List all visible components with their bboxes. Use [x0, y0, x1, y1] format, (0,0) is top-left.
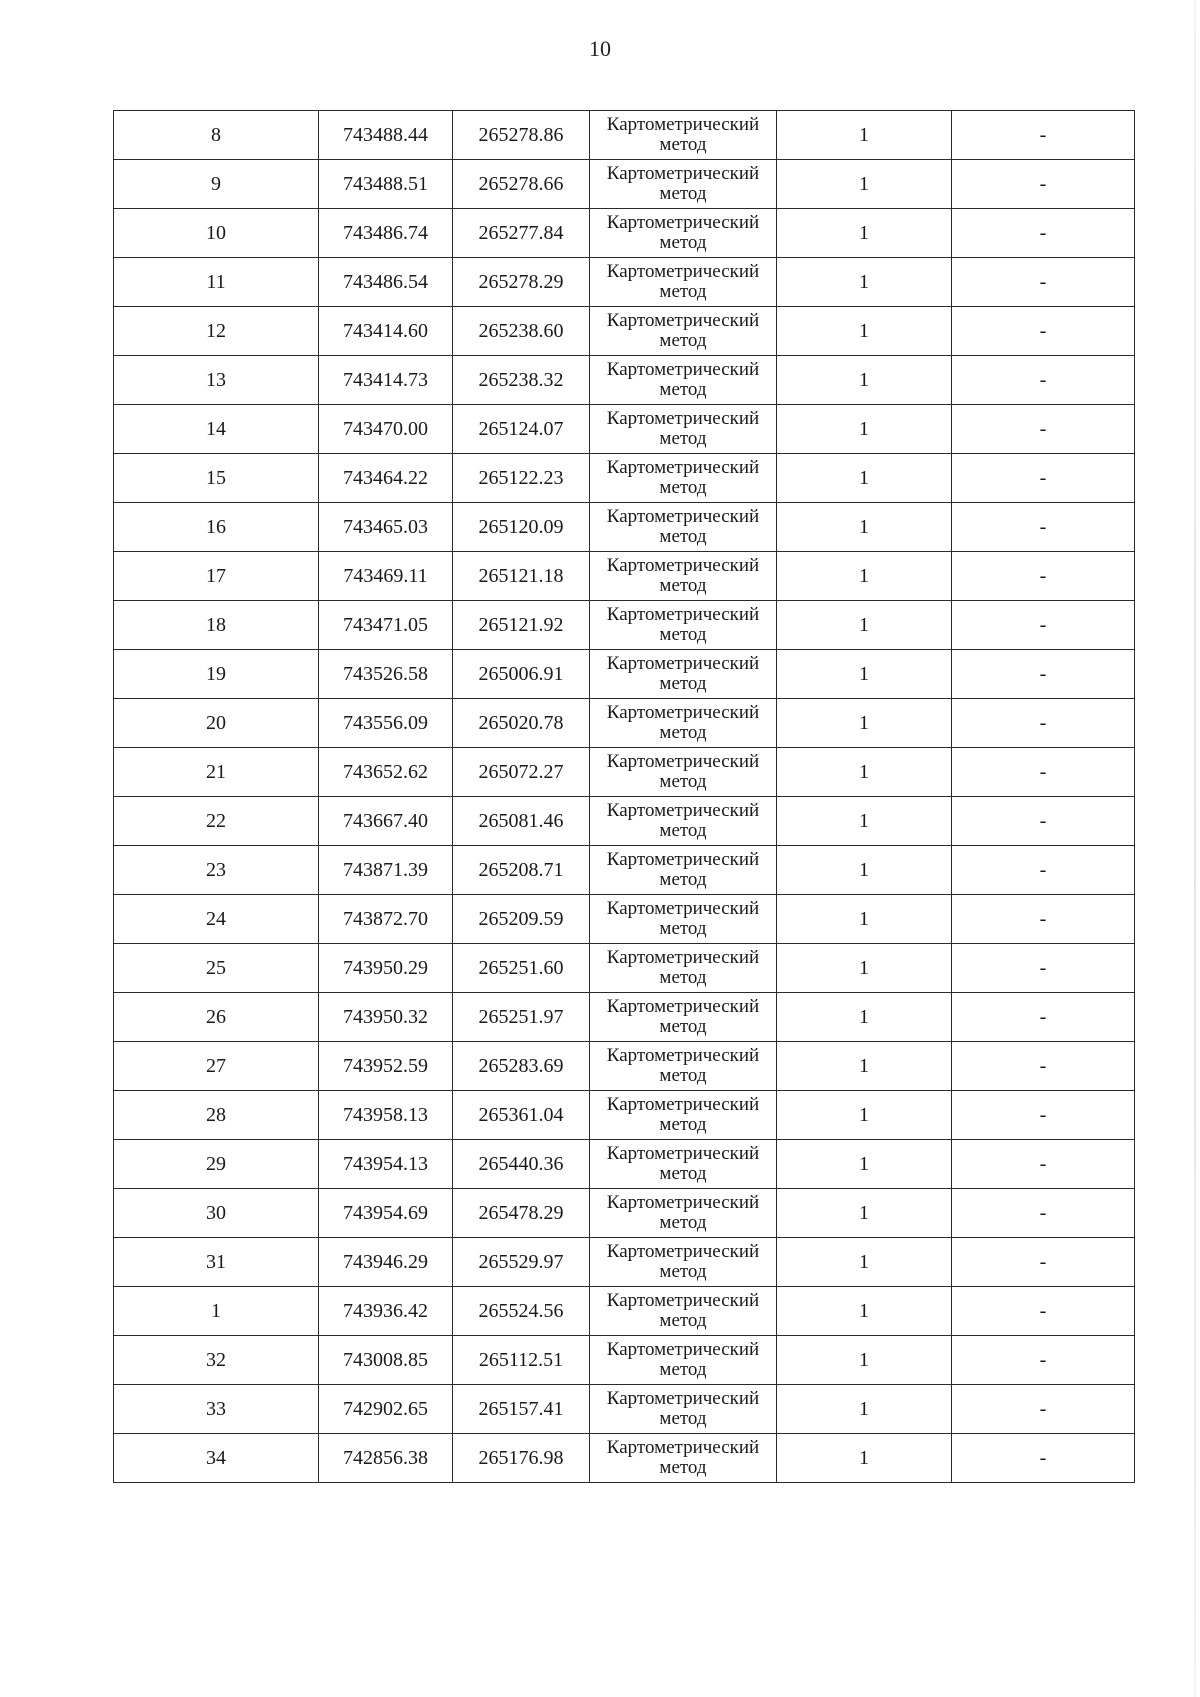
- table-row: [114, 307, 1135, 356]
- point-number-cell: 27: [114, 1042, 319, 1091]
- y-coordinate-cell: 265238.60: [453, 307, 590, 356]
- point-number-cell: 26: [114, 993, 319, 1042]
- table-row: [114, 209, 1135, 258]
- note-cell: -: [952, 307, 1135, 356]
- method-line-1: Картометрический: [606, 457, 760, 478]
- note-cell: -: [952, 601, 1135, 650]
- point-number-cell: 34: [114, 1434, 319, 1483]
- table-row: [114, 454, 1135, 503]
- point-number-cell: 19: [114, 650, 319, 699]
- note-cell: -: [952, 1336, 1135, 1385]
- x-coordinate-cell: 743488.51: [319, 160, 453, 209]
- x-coordinate-cell: 743414.73: [319, 356, 453, 405]
- note-cell: -: [952, 1042, 1135, 1091]
- accuracy-cell: 1: [777, 1091, 952, 1140]
- method-line-2: метод: [659, 722, 707, 743]
- note-cell: -: [952, 1091, 1135, 1140]
- x-coordinate-cell: 743950.29: [319, 944, 453, 993]
- method-line-2: метод: [659, 379, 707, 400]
- y-coordinate-cell: 265157.41: [453, 1385, 590, 1434]
- y-coordinate-cell: 265524.56: [453, 1287, 590, 1336]
- point-number-cell: 8: [114, 111, 319, 160]
- table-row: [114, 503, 1135, 552]
- point-number-cell: 22: [114, 797, 319, 846]
- method-cell: [590, 699, 777, 748]
- note-cell: -: [952, 405, 1135, 454]
- table-row: [114, 160, 1135, 209]
- x-coordinate-cell: 743486.54: [319, 258, 453, 307]
- x-coordinate-cell: 743652.62: [319, 748, 453, 797]
- x-coordinate-cell: 743936.42: [319, 1287, 453, 1336]
- method-cell: [590, 160, 777, 209]
- method-line-1: Картометрический: [606, 1241, 760, 1262]
- point-number-cell: 1: [114, 1287, 319, 1336]
- accuracy-cell: 1: [777, 993, 952, 1042]
- point-number-cell: 20: [114, 699, 319, 748]
- method-line-2: метод: [659, 1359, 707, 1380]
- method-line-1: Картометрический: [606, 996, 760, 1017]
- method-cell: [590, 1238, 777, 1287]
- page-number: 10: [589, 36, 611, 61]
- method-line-1: Картометрический: [606, 1094, 760, 1115]
- y-coordinate-cell: 265238.32: [453, 356, 590, 405]
- method-line-1: Картометрический: [606, 506, 760, 527]
- x-coordinate-cell: 743008.85: [319, 1336, 453, 1385]
- note-cell: -: [952, 846, 1135, 895]
- coordinates-table-body: [114, 111, 1135, 1483]
- x-coordinate-cell: 743952.59: [319, 1042, 453, 1091]
- note-cell: -: [952, 356, 1135, 405]
- table-row: [114, 699, 1135, 748]
- method-line-2: метод: [659, 771, 707, 792]
- y-coordinate-cell: 265072.27: [453, 748, 590, 797]
- point-number-cell: 9: [114, 160, 319, 209]
- method-cell: [590, 846, 777, 895]
- y-coordinate-cell: 265251.60: [453, 944, 590, 993]
- y-coordinate-cell: 265283.69: [453, 1042, 590, 1091]
- accuracy-cell: 1: [777, 307, 952, 356]
- method-line-2: метод: [659, 1212, 707, 1233]
- point-number-cell: 15: [114, 454, 319, 503]
- method-line-2: метод: [659, 1310, 707, 1331]
- method-line-1: Картометрический: [606, 359, 760, 380]
- y-coordinate-cell: 265278.86: [453, 111, 590, 160]
- method-cell: [590, 258, 777, 307]
- method-line-1: Картометрический: [606, 751, 760, 772]
- method-line-2: метод: [659, 281, 707, 302]
- method-line-1: Картометрический: [606, 408, 760, 429]
- note-cell: -: [952, 111, 1135, 160]
- point-number-cell: 28: [114, 1091, 319, 1140]
- method-line-2: метод: [659, 1114, 707, 1135]
- method-cell: [590, 1189, 777, 1238]
- method-cell: [590, 797, 777, 846]
- x-coordinate-cell: 743667.40: [319, 797, 453, 846]
- note-cell: -: [952, 1140, 1135, 1189]
- method-line-2: метод: [659, 1065, 707, 1086]
- point-number-cell: 13: [114, 356, 319, 405]
- note-cell: -: [952, 258, 1135, 307]
- x-coordinate-cell: 743871.39: [319, 846, 453, 895]
- x-coordinate-cell: 743469.11: [319, 552, 453, 601]
- method-line-2: метод: [659, 1163, 707, 1184]
- y-coordinate-cell: 265006.91: [453, 650, 590, 699]
- accuracy-cell: 1: [777, 1140, 952, 1189]
- point-number-cell: 12: [114, 307, 319, 356]
- y-coordinate-cell: 265208.71: [453, 846, 590, 895]
- table-row: [114, 1042, 1135, 1091]
- y-coordinate-cell: 265121.18: [453, 552, 590, 601]
- accuracy-cell: 1: [777, 1287, 952, 1336]
- point-number-cell: 30: [114, 1189, 319, 1238]
- y-coordinate-cell: 265020.78: [453, 699, 590, 748]
- method-line-2: метод: [659, 918, 707, 939]
- method-line-1: Картометрический: [606, 604, 760, 625]
- point-number-cell: 21: [114, 748, 319, 797]
- table-row: [114, 1287, 1135, 1336]
- accuracy-cell: 1: [777, 699, 952, 748]
- point-number-cell: 29: [114, 1140, 319, 1189]
- y-coordinate-cell: 265361.04: [453, 1091, 590, 1140]
- table-row: [114, 1434, 1135, 1483]
- method-line-2: метод: [659, 1408, 707, 1429]
- note-cell: -: [952, 797, 1135, 846]
- method-line-2: метод: [659, 183, 707, 204]
- accuracy-cell: 1: [777, 356, 952, 405]
- y-coordinate-cell: 265122.23: [453, 454, 590, 503]
- y-coordinate-cell: 265440.36: [453, 1140, 590, 1189]
- y-coordinate-cell: 265081.46: [453, 797, 590, 846]
- accuracy-cell: 1: [777, 1385, 952, 1434]
- method-cell: [590, 748, 777, 797]
- method-line-1: Картометрический: [606, 1290, 760, 1311]
- accuracy-cell: 1: [777, 846, 952, 895]
- method-line-2: метод: [659, 330, 707, 351]
- point-number-cell: 14: [114, 405, 319, 454]
- y-coordinate-cell: 265121.92: [453, 601, 590, 650]
- y-coordinate-cell: 265209.59: [453, 895, 590, 944]
- table-row: [114, 846, 1135, 895]
- table-row: [114, 895, 1135, 944]
- accuracy-cell: 1: [777, 454, 952, 503]
- table-row: [114, 748, 1135, 797]
- x-coordinate-cell: 743946.29: [319, 1238, 453, 1287]
- x-coordinate-cell: 743872.70: [319, 895, 453, 944]
- note-cell: -: [952, 699, 1135, 748]
- table-row: [114, 1091, 1135, 1140]
- method-line-1: Картометрический: [606, 653, 760, 674]
- method-line-1: Картометрический: [606, 555, 760, 576]
- table-row: [114, 993, 1135, 1042]
- table-row: [114, 1336, 1135, 1385]
- method-cell: [590, 1336, 777, 1385]
- y-coordinate-cell: 265176.98: [453, 1434, 590, 1483]
- method-line-1: Картометрический: [606, 310, 760, 331]
- accuracy-cell: 1: [777, 405, 952, 454]
- x-coordinate-cell: 743488.44: [319, 111, 453, 160]
- method-cell: [590, 993, 777, 1042]
- table-row: [114, 1238, 1135, 1287]
- note-cell: -: [952, 454, 1135, 503]
- method-line-1: Картометрический: [606, 800, 760, 821]
- table-row: [114, 797, 1135, 846]
- point-number-cell: 25: [114, 944, 319, 993]
- scan-edge-shadow: [1194, 0, 1196, 1697]
- accuracy-cell: 1: [777, 1189, 952, 1238]
- method-cell: [590, 601, 777, 650]
- y-coordinate-cell: 265478.29: [453, 1189, 590, 1238]
- note-cell: -: [952, 895, 1135, 944]
- note-cell: -: [952, 503, 1135, 552]
- note-cell: -: [952, 209, 1135, 258]
- accuracy-cell: 1: [777, 895, 952, 944]
- method-cell: [590, 209, 777, 258]
- table-row: [114, 258, 1135, 307]
- method-line-1: Картометрический: [606, 1339, 760, 1360]
- accuracy-cell: 1: [777, 748, 952, 797]
- note-cell: -: [952, 748, 1135, 797]
- x-coordinate-cell: 743471.05: [319, 601, 453, 650]
- x-coordinate-cell: 743414.60: [319, 307, 453, 356]
- method-cell: [590, 895, 777, 944]
- y-coordinate-cell: 265278.66: [453, 160, 590, 209]
- note-cell: -: [952, 160, 1135, 209]
- accuracy-cell: 1: [777, 1434, 952, 1483]
- x-coordinate-cell: 743958.13: [319, 1091, 453, 1140]
- table-row: [114, 1189, 1135, 1238]
- accuracy-cell: 1: [777, 944, 952, 993]
- table-row: [114, 1385, 1135, 1434]
- method-cell: [590, 405, 777, 454]
- point-number-cell: 23: [114, 846, 319, 895]
- accuracy-cell: 1: [777, 1238, 952, 1287]
- note-cell: -: [952, 993, 1135, 1042]
- method-line-2: метод: [659, 673, 707, 694]
- method-cell: [590, 944, 777, 993]
- x-coordinate-cell: 743464.22: [319, 454, 453, 503]
- x-coordinate-cell: 743950.32: [319, 993, 453, 1042]
- method-cell: [590, 650, 777, 699]
- method-line-1: Картометрический: [606, 1437, 760, 1458]
- point-number-cell: 16: [114, 503, 319, 552]
- accuracy-cell: 1: [777, 160, 952, 209]
- method-line-1: Картометрический: [606, 947, 760, 968]
- x-coordinate-cell: 743486.74: [319, 209, 453, 258]
- y-coordinate-cell: 265529.97: [453, 1238, 590, 1287]
- y-coordinate-cell: 265124.07: [453, 405, 590, 454]
- point-number-cell: 11: [114, 258, 319, 307]
- note-cell: -: [952, 1189, 1135, 1238]
- method-line-1: Картометрический: [606, 1192, 760, 1213]
- method-cell: [590, 1434, 777, 1483]
- note-cell: -: [952, 1287, 1135, 1336]
- method-line-1: Картометрический: [606, 1388, 760, 1409]
- method-cell: [590, 1091, 777, 1140]
- method-cell: [590, 503, 777, 552]
- method-line-2: метод: [659, 134, 707, 155]
- method-line-1: Картометрический: [606, 849, 760, 870]
- point-number-cell: 24: [114, 895, 319, 944]
- table-row: [114, 552, 1135, 601]
- point-number-cell: 31: [114, 1238, 319, 1287]
- table-row: [114, 1140, 1135, 1189]
- note-cell: -: [952, 944, 1135, 993]
- x-coordinate-cell: 743470.00: [319, 405, 453, 454]
- method-line-2: метод: [659, 967, 707, 988]
- point-number-cell: 10: [114, 209, 319, 258]
- method-line-2: метод: [659, 1016, 707, 1037]
- method-line-2: метод: [659, 1261, 707, 1282]
- x-coordinate-cell: 743954.13: [319, 1140, 453, 1189]
- point-number-cell: 18: [114, 601, 319, 650]
- accuracy-cell: 1: [777, 503, 952, 552]
- x-coordinate-cell: 743465.03: [319, 503, 453, 552]
- method-line-1: Картометрический: [606, 898, 760, 919]
- table-row: [114, 356, 1135, 405]
- accuracy-cell: 1: [777, 209, 952, 258]
- accuracy-cell: 1: [777, 258, 952, 307]
- accuracy-cell: 1: [777, 111, 952, 160]
- method-line-2: метод: [659, 1457, 707, 1478]
- y-coordinate-cell: 265278.29: [453, 258, 590, 307]
- method-line-1: Картометрический: [606, 1143, 760, 1164]
- y-coordinate-cell: 265120.09: [453, 503, 590, 552]
- method-line-2: метод: [659, 820, 707, 841]
- method-cell: [590, 1140, 777, 1189]
- accuracy-cell: 1: [777, 1042, 952, 1091]
- x-coordinate-cell: 743526.58: [319, 650, 453, 699]
- method-line-2: метод: [659, 428, 707, 449]
- method-cell: [590, 1385, 777, 1434]
- method-cell: [590, 111, 777, 160]
- x-coordinate-cell: 742856.38: [319, 1434, 453, 1483]
- table-row: [114, 601, 1135, 650]
- y-coordinate-cell: 265112.51: [453, 1336, 590, 1385]
- method-line-1: Картометрический: [606, 163, 760, 184]
- note-cell: -: [952, 552, 1135, 601]
- note-cell: -: [952, 650, 1135, 699]
- x-coordinate-cell: 743556.09: [319, 699, 453, 748]
- point-number-cell: 17: [114, 552, 319, 601]
- point-number-cell: 32: [114, 1336, 319, 1385]
- method-line-2: метод: [659, 869, 707, 890]
- method-cell: [590, 454, 777, 503]
- method-cell: [590, 307, 777, 356]
- method-line-1: Картометрический: [606, 261, 760, 282]
- table-row: [114, 111, 1135, 160]
- method-line-1: Картометрический: [606, 702, 760, 723]
- x-coordinate-cell: 743954.69: [319, 1189, 453, 1238]
- accuracy-cell: 1: [777, 1336, 952, 1385]
- table-row: [114, 944, 1135, 993]
- y-coordinate-cell: 265251.97: [453, 993, 590, 1042]
- note-cell: -: [952, 1434, 1135, 1483]
- method-line-2: метод: [659, 575, 707, 596]
- method-line-1: Картометрический: [606, 114, 760, 135]
- y-coordinate-cell: 265277.84: [453, 209, 590, 258]
- note-cell: -: [952, 1385, 1135, 1434]
- method-cell: [590, 552, 777, 601]
- coordinates-table: [113, 110, 1135, 1483]
- method-line-1: Картометрический: [606, 212, 760, 233]
- method-line-1: Картометрический: [606, 1045, 760, 1066]
- method-line-2: метод: [659, 624, 707, 645]
- method-line-2: метод: [659, 526, 707, 547]
- accuracy-cell: 1: [777, 601, 952, 650]
- method-line-2: метод: [659, 477, 707, 498]
- note-cell: -: [952, 1238, 1135, 1287]
- method-cell: [590, 356, 777, 405]
- accuracy-cell: 1: [777, 797, 952, 846]
- table-row: [114, 650, 1135, 699]
- x-coordinate-cell: 742902.65: [319, 1385, 453, 1434]
- method-line-2: метод: [659, 232, 707, 253]
- point-number-cell: 33: [114, 1385, 319, 1434]
- method-cell: [590, 1287, 777, 1336]
- method-cell: [590, 1042, 777, 1091]
- table-row: [114, 405, 1135, 454]
- accuracy-cell: 1: [777, 552, 952, 601]
- accuracy-cell: 1: [777, 650, 952, 699]
